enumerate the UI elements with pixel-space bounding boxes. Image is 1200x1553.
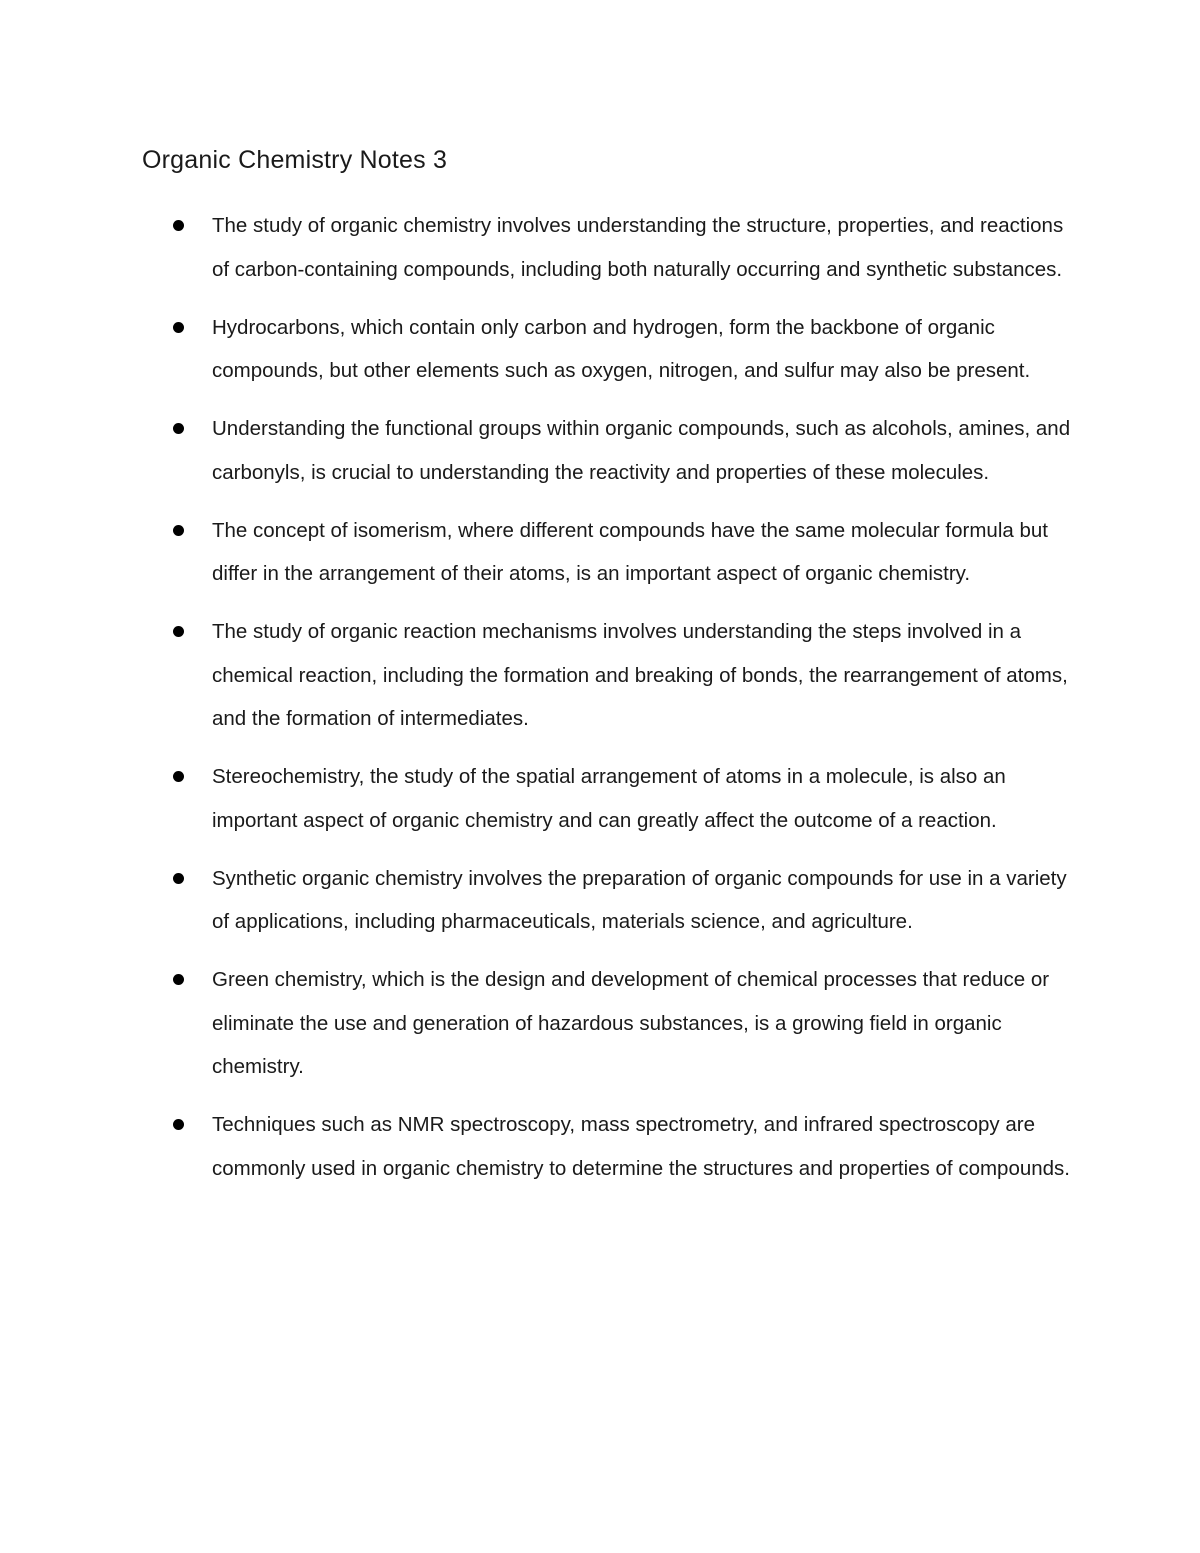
list-item (0, 306, 1072, 393)
bullet-icon (173, 423, 184, 434)
list-item-text: Understanding the functional groups within organic compounds, such as alcohols, amines, and carbonyls, is crucial to understanding the reactivity and properties of these molecules. (212, 417, 1071, 484)
list-item-text: Hydrocarbons, which contain only carbon and hydrogen, form the backbone of organic compounds, but other elements such as oxygen, nitrogen, and sulfur may also be present. (212, 315, 1031, 382)
list-item-text: The concept of isomerism, where different compounds have the same molecular formula but differ in the arrangement of their atoms, is an important aspect of organic chemistry. (212, 518, 1048, 585)
list-item (0, 509, 1072, 596)
list-item-text: The study of organic chemistry involves understanding the structure, properties, and reactions of carbon-containing compounds, including both naturally occurring and synthetic substances. (212, 214, 1064, 281)
bullet-icon (173, 974, 184, 985)
bullet-icon (173, 1119, 184, 1130)
list-item-text: Synthetic organic chemistry involves the preparation of organic compounds for use in a variety of applications, including pharmaceuticals, materials science, and agriculture. (212, 866, 1067, 933)
bullet-list (0, 204, 1200, 1205)
list-item-text: Stereochemistry, the study of the spatial arrangement of atoms in a molecule, is also an important aspect of organic chemistry and can greatly affect the outcome of a reaction. (212, 765, 1006, 832)
bullet-icon (173, 322, 184, 333)
list-item-text: The study of organic reaction mechanisms involves understanding the steps involved in a chemical reaction, including the formation and breaking of bonds, the rearrangement of atoms, and the formation of intermediates. (212, 620, 1068, 730)
list-item (0, 857, 1072, 944)
list-item (0, 610, 1072, 741)
page-title: Organic Chemistry Notes 3 (142, 146, 448, 174)
bullet-icon (173, 771, 184, 782)
list-item-text: Green chemistry, which is the design and development of chemical processes that reduce or eliminate the use and generation of hazardous substances, is a growing field in organic chemistry. (212, 968, 1050, 1078)
bullet-icon (173, 873, 184, 884)
list-item (0, 1103, 1072, 1190)
bullet-icon (173, 220, 184, 231)
list-item-text: Techniques such as NMR spectroscopy, mass spectrometry, and infrared spectroscopy are commonly used in organic chemistry to determine the structures and properties of compounds. (212, 1113, 1070, 1180)
list-item (0, 204, 1072, 291)
bullet-icon (173, 525, 184, 536)
bullet-icon (173, 626, 184, 637)
list-item (0, 755, 1072, 842)
list-item (0, 958, 1072, 1089)
list-item (0, 407, 1072, 494)
